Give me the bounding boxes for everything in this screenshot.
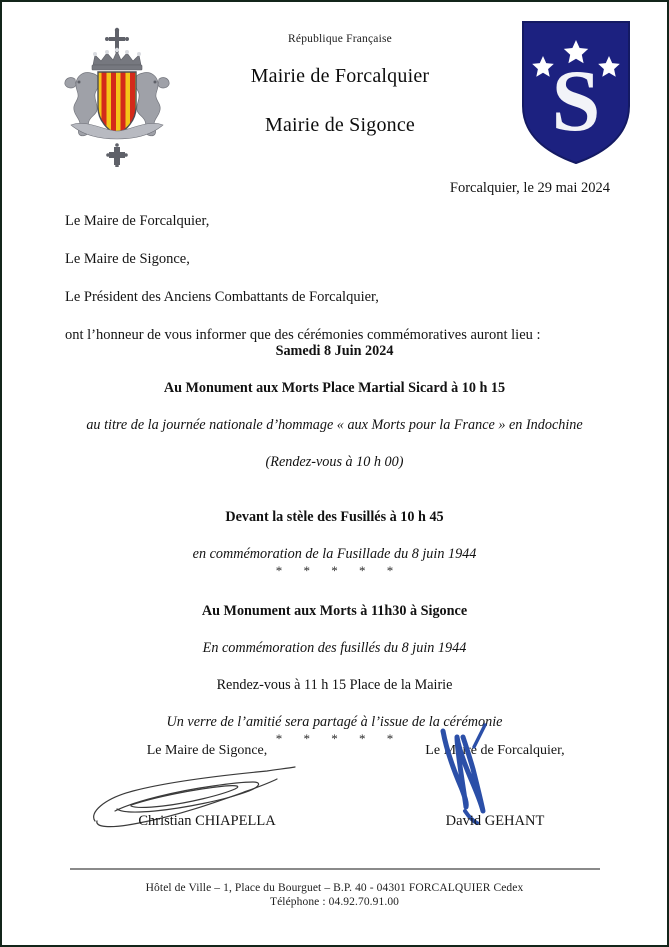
republique-francaise-label: République Française: [288, 33, 392, 45]
footer-divider: [70, 868, 600, 870]
intro-line-4: ont l’honneur de vous informer que des cérémonies commémoratives auront lieu :: [65, 327, 541, 343]
separator-stars-top: * * * * *: [275, 563, 403, 578]
ceremony-3-note: Un verre de l’amitié sera partagé à l’issue de la cérémonie: [166, 714, 503, 730]
ceremony-date-heading: Samedi 8 Juin 2024: [275, 343, 394, 359]
intro-line-3: Le Président des Anciens Combattants de Forcalquier,: [65, 289, 379, 305]
signature-sigonce-name: Christian CHIAPELLA: [138, 813, 276, 829]
ceremony-1-subtitle: au titre de la journée nationale d’hommage « aux Morts pour la France » en Indochine: [86, 417, 583, 433]
sigonce-shield-icon: [517, 18, 635, 166]
ceremony-1-meeting: (Rendez-vous à 10 h 00): [265, 454, 404, 470]
signature-forcalquier: [365, 743, 625, 829]
ceremony-3-meeting: Rendez-vous à 11 h 15 Place de la Mairie: [216, 677, 453, 693]
ceremony-1-title: Au Monument aux Morts Place Martial Sicard à 10 h 15: [163, 380, 506, 396]
ceremony-2-title: Devant la stèle des Fusillés à 10 h 45: [225, 509, 444, 525]
mairie-forcalquier-title: Mairie de Forcalquier: [250, 65, 430, 87]
separator-stars-bottom: * * * * *: [275, 731, 403, 746]
letterhead: [5, 5, 664, 175]
signature-sigonce-title: Le Maire de Sigonce,: [146, 743, 268, 758]
signature-forcalquier-title: Le Maire de Forcalquier,: [425, 743, 565, 758]
mairie-sigonce-title: Mairie de Sigonce: [264, 114, 416, 136]
ceremonies-block: [39, 343, 630, 747]
signature-forcalquier-name: David GEHANT: [445, 813, 545, 829]
intro-line-2: Le Maire de Sigonce,: [65, 251, 190, 267]
letter-footer: [5, 868, 664, 910]
intro-line-1: Le Maire de Forcalquier,: [65, 213, 210, 229]
dateline: Forcalquier, le 29 mai 2024: [449, 180, 610, 196]
ceremony-3-subtitle: En commémoration des fusillés du 8 juin 1944: [202, 640, 467, 656]
signature-block: [5, 743, 664, 853]
ceremony-2-subtitle: en commémoration de la Fusillade du 8 juin 1944: [192, 546, 477, 562]
forcalquier-coat-of-arms-icon: [57, 27, 177, 167]
letter-sheet: [5, 5, 664, 942]
sigonce-shield-letter: S: [551, 53, 601, 150]
signature-sigonce: [77, 743, 337, 829]
footer-phone: Téléphone : 04.92.70.91.00: [269, 896, 400, 908]
ceremony-3-title: Au Monument aux Morts à 11h30 à Sigonce: [201, 603, 468, 619]
footer-address: Hôtel de Ville – 1, Place du Bourguet – B.P. 40 - 04301 FORCALQUIER Cedex: [145, 882, 524, 894]
letterhead-titles: [190, 33, 490, 137]
